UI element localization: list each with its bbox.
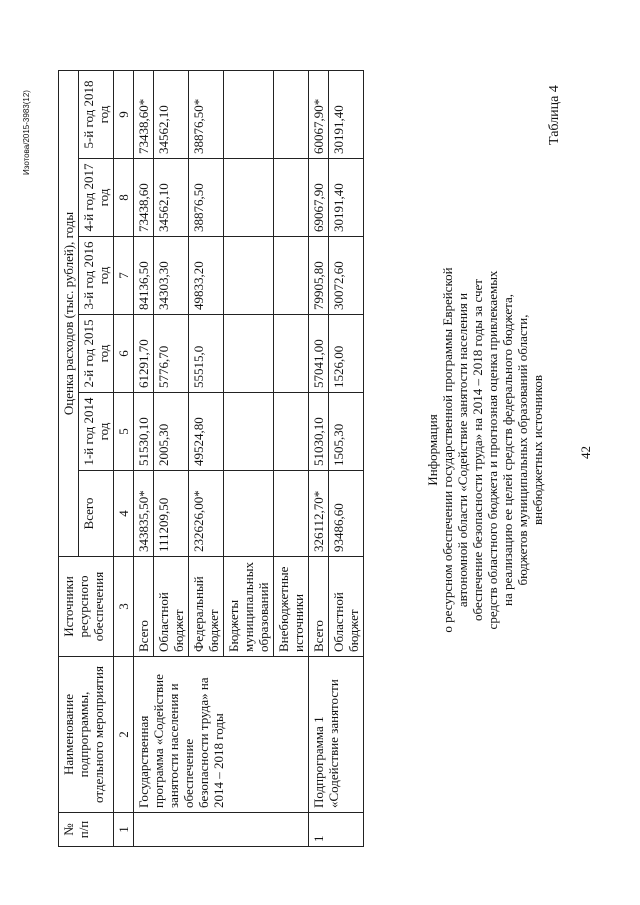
title-line: бюджетов муниципальных образований области, bbox=[515, 314, 530, 586]
value-cell: 51030,10 bbox=[309, 393, 329, 471]
value-cell: 79905,80 bbox=[309, 237, 329, 315]
header-total: Всего bbox=[79, 471, 114, 557]
value-cell bbox=[274, 159, 309, 237]
value-cell: 84136,50 bbox=[134, 237, 154, 315]
title-heading: Информация bbox=[425, 414, 440, 486]
row-source: Всего bbox=[309, 557, 329, 657]
value-cell bbox=[224, 315, 274, 393]
title-line: на реализацию ее целей средств федерального бюджета, bbox=[500, 294, 515, 606]
row-name: Государственная программа «Содействие занятости населения и обеспечение безопасности труда» на 2014 – 2018 годы bbox=[134, 657, 309, 813]
header-name: Наименование подпрограммы, отдельного мероприятия bbox=[59, 657, 114, 813]
value-cell bbox=[224, 159, 274, 237]
value-cell bbox=[274, 237, 309, 315]
header-year: 5-й год 2018 год bbox=[79, 70, 114, 158]
value-cell bbox=[274, 315, 309, 393]
header-year: 1-й год 2014 год bbox=[79, 393, 114, 471]
value-cell bbox=[224, 471, 274, 557]
value-cell: 343835,50* bbox=[134, 471, 154, 557]
value-cell: 55515,0 bbox=[189, 315, 224, 393]
title-line: обеспечение безопасности труда» на 2014 – 2018 годы за счет bbox=[470, 279, 485, 621]
value-cell bbox=[274, 70, 309, 158]
row-num bbox=[134, 813, 309, 847]
page-number: 42 bbox=[578, 446, 593, 459]
value-cell: 61291,70 bbox=[134, 315, 154, 393]
value-cell: 57041,00 bbox=[309, 315, 329, 393]
index-cell: 4 bbox=[114, 471, 134, 557]
header-year: 3-й год 2016 год bbox=[79, 237, 114, 315]
value-cell: 93486,60 bbox=[329, 471, 364, 557]
value-cell: 34562,10 bbox=[154, 70, 189, 158]
index-cell: 5 bbox=[114, 393, 134, 471]
header-num: № п/п bbox=[59, 813, 114, 847]
footer-note: Изотова/2015-3983(12) bbox=[22, 90, 31, 175]
value-cell bbox=[274, 393, 309, 471]
value-cell: 69067,90 bbox=[309, 159, 329, 237]
index-cell: 3 bbox=[114, 557, 134, 657]
value-cell: 51530,10 bbox=[134, 393, 154, 471]
value-cell: 1505,30 bbox=[329, 393, 364, 471]
index-row bbox=[114, 70, 134, 846]
value-cell: 49524,80 bbox=[189, 393, 224, 471]
index-cell: 8 bbox=[114, 159, 134, 237]
value-cell bbox=[224, 70, 274, 158]
header-source: Источники ресурсного обеспечения bbox=[59, 557, 114, 657]
value-cell: 30072,60 bbox=[329, 237, 364, 315]
value-cell: 5776,70 bbox=[154, 315, 189, 393]
document-title bbox=[425, 205, 545, 695]
row-name: Подпрограмма 1 «Содействие занятости bbox=[309, 657, 364, 813]
value-cell: 326112,70* bbox=[309, 471, 329, 557]
table-label: Таблица 4 bbox=[547, 85, 562, 145]
title-line: внебюджетных источников bbox=[530, 375, 545, 525]
row-source: Областной бюджет bbox=[329, 557, 364, 657]
value-cell: 73438,60 bbox=[134, 159, 154, 237]
value-cell bbox=[274, 471, 309, 557]
value-cell: 34562,10 bbox=[154, 159, 189, 237]
value-cell: 38876,50 bbox=[189, 159, 224, 237]
value-cell: 34303,30 bbox=[154, 237, 189, 315]
header-estimate: Оценка расходов (тыс. рублей), годы bbox=[59, 70, 79, 556]
value-cell: 73438,60* bbox=[134, 70, 154, 158]
index-cell: 9 bbox=[114, 70, 134, 158]
index-cell: 1 bbox=[114, 813, 134, 847]
value-cell: 49833,20 bbox=[189, 237, 224, 315]
row-source: Федеральный бюджет bbox=[189, 557, 224, 657]
row-source: Бюджеты муниципальных образований bbox=[224, 557, 274, 657]
value-cell bbox=[224, 237, 274, 315]
title-line: средств областного бюджета и прогнозная оценка привлекаемых bbox=[485, 270, 500, 630]
row-num: 1 bbox=[309, 813, 364, 847]
value-cell: 30191,40 bbox=[329, 159, 364, 237]
value-cell: 60067,90* bbox=[309, 70, 329, 158]
table-row bbox=[134, 70, 154, 846]
value-cell: 38876,50* bbox=[189, 70, 224, 158]
value-cell: 30191,40 bbox=[329, 70, 364, 158]
row-source: Всего bbox=[134, 557, 154, 657]
title-line: автономной области «Содействие занятости населения и bbox=[455, 292, 470, 608]
value-cell bbox=[224, 393, 274, 471]
value-cell: 1526,00 bbox=[329, 315, 364, 393]
row-source: Областной бюджет bbox=[154, 557, 189, 657]
index-cell: 6 bbox=[114, 315, 134, 393]
table-row bbox=[309, 70, 329, 846]
value-cell: 2005,30 bbox=[154, 393, 189, 471]
header-row bbox=[59, 70, 79, 846]
header-year: 2-й год 2015 год bbox=[79, 315, 114, 393]
resource-table bbox=[58, 70, 364, 847]
value-cell: 232626,00* bbox=[189, 471, 224, 557]
row-source: Внебюджетные источники bbox=[274, 557, 309, 657]
index-cell: 7 bbox=[114, 237, 134, 315]
header-year: 4-й год 2017 год bbox=[79, 159, 114, 237]
title-line: о ресурсном обеспечении государственной программы Еврейской bbox=[440, 267, 455, 633]
value-cell: 111209,50 bbox=[154, 471, 189, 557]
index-cell: 2 bbox=[114, 657, 134, 813]
